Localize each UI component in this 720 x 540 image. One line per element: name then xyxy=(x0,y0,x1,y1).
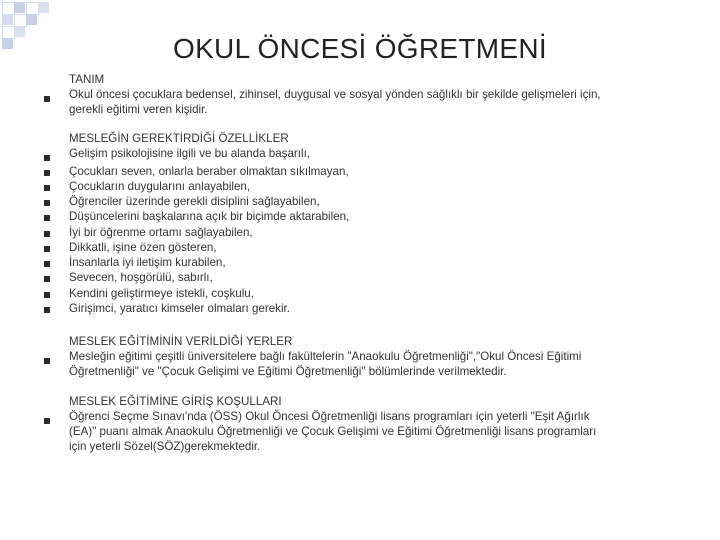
bullet-icon xyxy=(44,200,50,206)
decor-square xyxy=(26,14,37,25)
bullet-icon xyxy=(44,215,50,221)
bullet-icon xyxy=(44,307,50,313)
section-heading: TANIM xyxy=(69,73,105,86)
bullet-icon xyxy=(44,292,50,298)
text-line: için yeterli Sözel(SÖZ)gerekmektedir. xyxy=(69,440,261,453)
text-line: (EA)" puanı almak Anaokulu Öğretmenliği ve Çocuk Gelişimi ve Eğitimi Öğretmenliği lisans programları xyxy=(69,425,597,438)
list-item-text: Çocukları seven, onlarla beraber olmaktan sıkılmayan, xyxy=(69,165,349,178)
decor-square xyxy=(14,2,25,13)
list-item-text: Sevecen, hoşgörülü, sabırlı, xyxy=(69,271,213,284)
decor-square xyxy=(38,2,49,13)
list-item-text: İnsanlarla iyi iletişim kurabilen, xyxy=(69,256,226,269)
bullet-icon xyxy=(44,185,50,191)
bullet-icon xyxy=(44,246,50,252)
text-line: Okul öncesi çocuklara bedensel, zihinsel, duygusal ve sosyal yönden sağlıklı bir şekilde gelişmeleri için, xyxy=(69,88,601,101)
list-item: Gelişim psikolojisine ilgili ve bu alanda başarılı, xyxy=(69,147,311,160)
section-heading: MESLEĞİN GEREKTİRDİĞİ ÖZELLİKLER xyxy=(69,132,289,145)
bullet-icon xyxy=(44,96,50,102)
section-text xyxy=(69,394,680,454)
list-item-text: Düşüncelerini başkalarına açık bir biçimde aktarabilen, xyxy=(69,210,350,223)
section-text xyxy=(69,131,680,161)
bullet-icon xyxy=(44,231,50,237)
text-line: gerekli eğitimi veren kişidir. xyxy=(69,103,208,116)
list-item-text: Kendini geliştirmeye istekli, coşkulu, xyxy=(69,287,254,300)
bullet-icon xyxy=(44,418,50,424)
bullet-icon xyxy=(44,276,50,282)
decor-square xyxy=(2,14,13,25)
section-text xyxy=(69,334,680,379)
text-line: Öğrenci Seçme Sınavı'nda (ÖSS) Okul Öncesi Öğretmenliği lisans programları için yeterli "Eşit Ağırlık xyxy=(69,410,590,423)
bullet-icon xyxy=(44,155,50,161)
page-title: OKUL ÖNCESİ ÖĞRETMENİ xyxy=(173,33,547,64)
text-line: Mesleğin eğitimi çeşitli üniversitelere bağlı fakültelerin "Anaokulu Öğretmenliği","Okul Öncesi Eğitimi xyxy=(69,350,582,363)
section-text xyxy=(69,72,680,117)
list-item-text: İyi bir öğrenme ortamı sağlayabilen, xyxy=(69,226,253,239)
list-item-text: Çocukların duygularını anlayabilen, xyxy=(69,180,251,193)
bullet-icon xyxy=(44,170,50,176)
bullet-icon xyxy=(44,261,50,267)
list-item-text: Dikkatli, işine özen gösteren, xyxy=(69,241,217,254)
list-item-text: Öğrenciler üzerinde gerekli disiplini sağlayabilen, xyxy=(69,195,320,208)
bullet-icon xyxy=(44,358,50,364)
section-heading: MESLEK EĞİTİMİNE GİRİŞ KOŞULLARI xyxy=(69,395,282,408)
section-heading: MESLEK EĞİTİMİNİN VERİLDİĞİ YERLER xyxy=(69,335,293,348)
text-line: Öğretmenliği" ve "Çocuk Gelişimi ve Eğitimi Öğretmenliği" bölümlerinde verilmektedir. xyxy=(69,365,507,378)
list-item-text: Girişimci, yaratıcı kimseler olmaları gerekir. xyxy=(69,302,290,315)
